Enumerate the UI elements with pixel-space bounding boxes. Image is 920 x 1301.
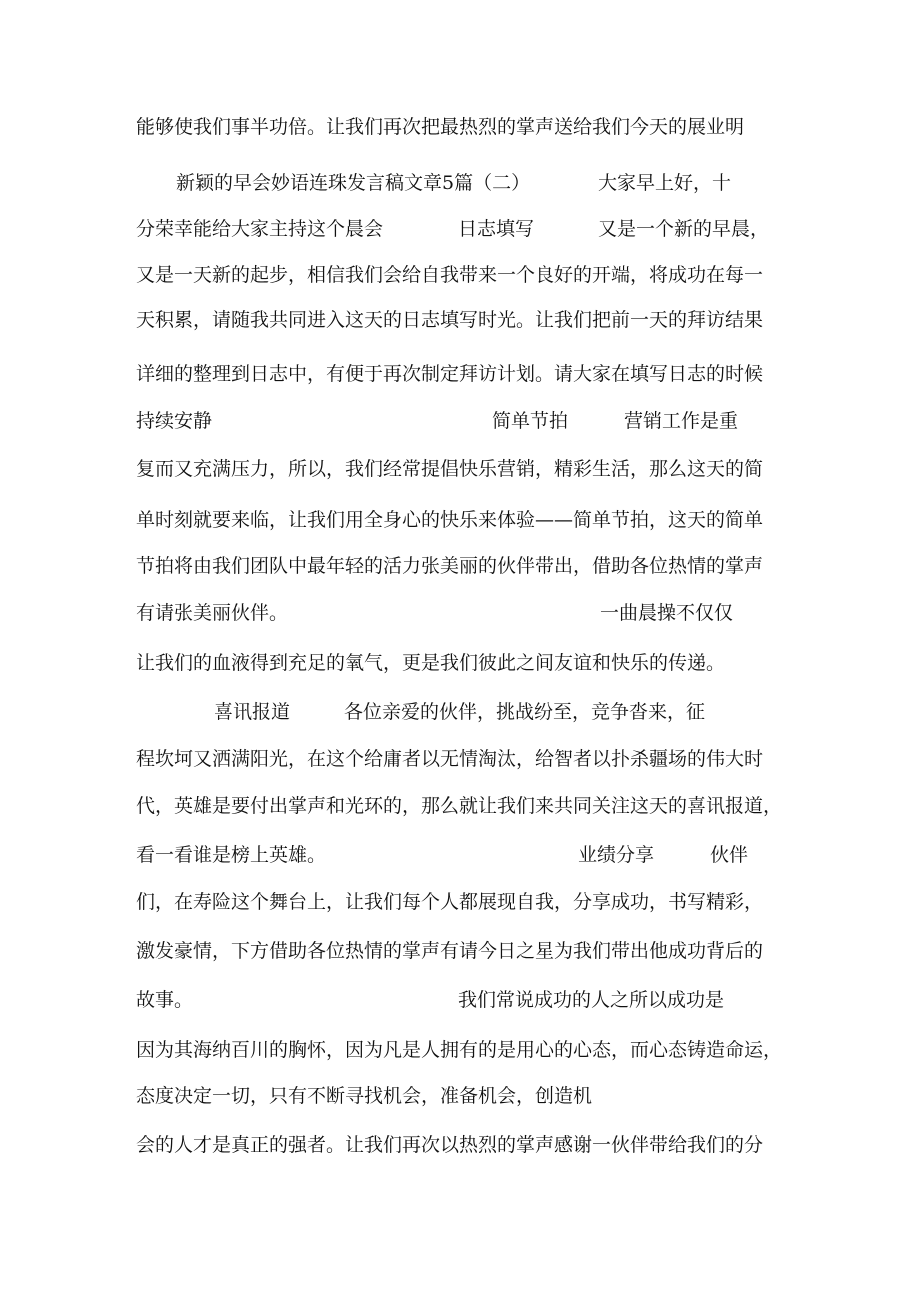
text-segment: 因为其海纳百川的胸怀，因为凡是人拥有的是用心的心态，而心态铸造命运， bbox=[136, 1039, 783, 1061]
text-segment: 看一看谁是榜上英雄。 bbox=[136, 844, 327, 866]
text-segment: 有请张美丽伙伴。 bbox=[136, 602, 289, 624]
text-segment: 各位亲爱的伙伴，挑战纷至，竞争沓来，征 bbox=[344, 701, 706, 723]
text-segment: 伙伴 bbox=[710, 844, 749, 866]
text-segment: 持续安静 bbox=[136, 410, 213, 432]
section-heading: 日志填写 bbox=[458, 218, 535, 240]
text-line bbox=[136, 165, 800, 201]
text-segment: 代，英雄是要付出掌声和光环的，那么就让我们来共同关注这天的喜讯报道， bbox=[136, 795, 783, 817]
text-line bbox=[136, 645, 800, 681]
text-line bbox=[136, 356, 800, 392]
text-segment: 们，在寿险这个舞台上，让我们每个人都展现自我，分享成功，书写精彩， bbox=[136, 891, 764, 913]
text-line bbox=[136, 451, 800, 487]
text-line bbox=[136, 1078, 800, 1114]
section-heading: 简单节拍 bbox=[492, 410, 569, 432]
text-segment: 程坎坷又洒满阳光，在这个给庸者以无情淘汰，给智者以扑杀疆场的伟大时 bbox=[136, 748, 764, 770]
document-heading: 新颖的早会妙语连珠发言稿文章5篇（二） bbox=[176, 172, 531, 194]
text-segment: 我们常说成功的人之所以成功是 bbox=[458, 989, 725, 1011]
text-line bbox=[136, 548, 800, 584]
text-segment: 能够使我们事半功倍。让我们再次把最热烈的掌声送给我们今天的展业明 bbox=[136, 116, 745, 138]
text-line bbox=[136, 837, 800, 873]
text-segment: 营销工作是重 bbox=[624, 410, 739, 432]
text-segment: 单时刻就要来临，让我们用全身心的快乐来体验——简单节拍，这天的简单 bbox=[136, 509, 764, 531]
text-line bbox=[136, 741, 800, 777]
text-segment: 又是一个新的早晨， bbox=[598, 218, 770, 240]
text-line bbox=[136, 109, 800, 145]
text-segment: 又是一天新的起步，相信我们会给自我带来一个良好的开端，将成功在每一 bbox=[136, 264, 764, 286]
text-segment: 会的人才是真正的强者。让我们再次以热烈的掌声感谢一伙伴带给我们的分 bbox=[136, 1134, 764, 1156]
text-segment: 激发豪情，下方借助各位热情的掌声有请今日之星为我们带出他成功背后的 bbox=[136, 940, 764, 962]
text-line bbox=[136, 982, 800, 1018]
text-segment: 让我们的血液得到充足的氧气，更是我们彼此之间友谊和快乐的传递。 bbox=[136, 652, 726, 674]
text-line bbox=[136, 694, 800, 730]
text-line bbox=[136, 933, 800, 969]
text-segment: 节拍将由我们团队中最年轻的活力张美丽的伙伴带出，借助各位热情的掌声 bbox=[136, 555, 764, 577]
text-line bbox=[136, 211, 800, 247]
text-line bbox=[136, 1127, 800, 1163]
text-segment: 复而又充满压力，所以，我们经常提倡快乐营销，精彩生活，那么这天的简 bbox=[136, 458, 764, 480]
text-segment: 天积累，请随我共同进入这天的日志填写时光。让我们把前一天的拜访结果 bbox=[136, 309, 764, 331]
text-segment: 详细的整理到日志中，有便于再次制定拜访计划。请大家在填写日志的时候 bbox=[136, 363, 764, 385]
text-line bbox=[136, 595, 800, 631]
text-line bbox=[136, 257, 800, 293]
section-heading: 业绩分享 bbox=[578, 844, 655, 866]
text-line bbox=[136, 502, 800, 538]
text-line bbox=[136, 884, 800, 920]
section-heading: 喜讯报道 bbox=[214, 701, 291, 723]
text-line bbox=[136, 302, 800, 338]
text-segment: 故事。 bbox=[136, 989, 194, 1011]
text-line bbox=[136, 1032, 800, 1068]
text-segment: 态度决定一切，只有不断寻找机会，准备机会，创造机 bbox=[136, 1085, 593, 1107]
text-line bbox=[136, 788, 800, 824]
text-line bbox=[136, 403, 800, 439]
text-segment: 一曲晨操不仅仅 bbox=[600, 602, 734, 624]
text-segment: 大家早上好，十 bbox=[598, 172, 732, 194]
text-segment: 分荣幸能给大家主持这个晨会 bbox=[136, 218, 384, 240]
